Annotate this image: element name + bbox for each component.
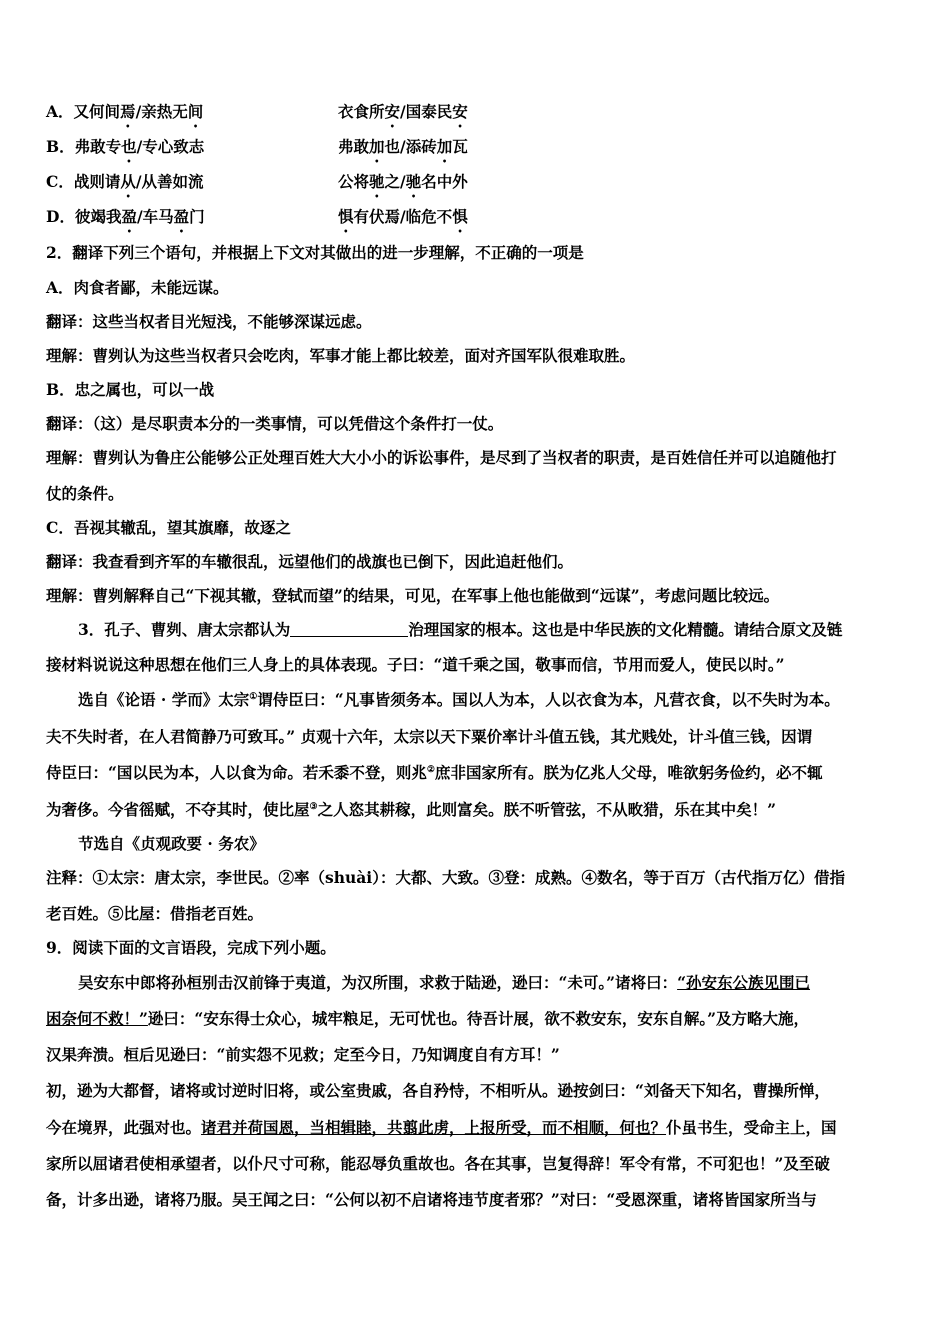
answer-blank[interactable] <box>290 620 408 637</box>
q9-para-line-2: 困奈何不救！”逊曰：“安东得士众心，城牢粮足，无可忧也。待吾计展，欲不救安东，安东自解。”及方略大施， <box>46 1009 810 1028</box>
q3-line-1: 3．孔子、曹刿、唐太宗都认为 治理国家的根本。这也是中华民族的文化精髓。请结合原文及链 <box>78 620 843 639</box>
q9-para-line-3: 汉果奔溃。桓后见逊曰：“前实怨不见救；定至今日，乃知调度自有方耳！” <box>46 1045 560 1064</box>
q2-c-translation: 翻译：我查看到齐军的车辙很乱，远望他们的战旗也已倒下，因此追赶他们。 <box>46 552 574 571</box>
q2-option-c: C．吾视其辙乱，望其旗靡，故逐之 <box>46 518 291 537</box>
q2-b-understanding-2: 仗的条件。 <box>46 484 124 503</box>
q2-a-translation: 翻译：这些当权者目光短浅，不能够深谋远虑。 <box>46 312 372 331</box>
q9-para-line-6: 家所以屈诸君使相承望者，以仆尺寸可称，能忍辱负重故也。各在其事，岂复得辞！军令有常，不可犯也！”及至破 <box>46 1154 830 1173</box>
q3-line-3: 选自《论语 · 学而》太宗①谓侍臣曰：“凡事皆须务本。国以人为本，人以衣食为本，凡营衣食，以不失时为本。 <box>78 690 840 709</box>
q2-option-b: B．忠之属也，可以一战 <box>46 380 215 399</box>
q2-a-understanding: 理解：曹刿认为这些当权者只会吃肉，军事才能上都比较差，面对齐国军队很难取胜。 <box>46 346 636 365</box>
q3-notes-2: 老百姓。⑤比屋：借指老百姓。 <box>46 904 264 923</box>
option-b: B．弗敢专也/专心致志 弗敢加也/添砖加瓦 <box>46 137 204 166</box>
q2-stem: 2．翻译下列三个语句，并根据上下文对其做出的进一步理解，不正确的一项是 <box>46 243 584 262</box>
q9-para-line-1: 吴安东中郎将孙桓别击汉前锋于夷道，为汉所围，求救于陆逊，逊曰：“未可。”诸将曰：“孙安东公族见围已 <box>78 973 811 992</box>
q9-stem: 9．阅读下面的文言语段，完成下列小题。 <box>46 938 336 957</box>
q2-c-understanding: 理解：曹刿解释自己“下视其辙，登轼而望”的结果，可见，在军事上他也能做到“远谋”，考虑问题比较远。 <box>46 586 780 605</box>
q2-b-understanding-1: 理解：曹刿认为鲁庄公能够公正处理百姓大大小小的诉讼事件，是尽到了当权者的职责，是百姓信任并可以追随他打 <box>46 448 837 467</box>
q3-line-4: 夫不失时者，在人君简静乃可致耳。” 贞观十六年，太宗以天下粟价率计斗值五钱，其尤贱处，计斗值三钱，因谓 <box>46 727 813 746</box>
q3-line-5: 侍臣曰：“国以民为本，人以食为命。若禾黍不登，则兆②庶非国家所有。朕为亿兆人父母，唯欲躬务俭约，必不辄 <box>46 763 823 782</box>
q3-line-2: 接材料说说这种思想在他们三人身上的具体表现。子曰：“道千乘之国，敬事而信，节用而爱人，使民以时。” <box>46 655 785 674</box>
option-c: C．战则请从/从善如流 公将驰之/驰名中外 <box>46 172 204 201</box>
option-b-col2: 弗敢加也/添砖加瓦 <box>338 137 468 156</box>
option-a-col2: 衣食所安/国泰民安 <box>338 102 468 121</box>
q3-line-6: 为奢侈。今省徭赋，不夺其时，使比屋③之人恣其耕稼，此则富矣。朕不听管弦，不从畋猎，乐在其中矣！” <box>46 800 777 819</box>
q9-para-line-4: 初，逊为大都督，诸将或讨逆时旧将，或公室贵戚，各自矜恃，不相听从。逊按剑曰：“刘备天下知名，曹操所惮， <box>46 1081 830 1100</box>
option-a: A．又何间焉/亲热无间 衣食所安/国泰民安 <box>46 102 203 131</box>
q2-b-translation: 翻译：（这）是尽职责本分的一类事情，可以凭借这个条件打一仗。 <box>46 414 504 433</box>
q3-notes-1: 注释：①太宗：唐太宗，李世民。②率（shuài）：大都、大致。③登：成熟。④数名，等于百万（古代指万亿）借指 <box>46 868 845 887</box>
q9-para-line-5: 今在境界，此强对也。诸君并荷国恩，当相辑睦，共翦此虏，上报所受，而不相顺，何也？仆虽书生，受命主上，国 <box>46 1118 837 1137</box>
q2-option-a: A．肉食者鄙，未能远谋。 <box>46 278 229 297</box>
q3-source: 节选自《贞观政要 · 务农》 <box>78 834 265 853</box>
option-d: D．彼竭我盈/车马盈门 惧有伏焉/临危不惧 <box>46 207 205 236</box>
q9-para-line-7: 备，计多出逊，诸将乃服。吴王闻之曰：“公何以初不启诸将违节度者邪？”对曰：“受恩深重，诸将皆国家所当与 <box>46 1190 817 1209</box>
option-c-col2: 公将驰之/驰名中外 <box>338 172 468 191</box>
option-d-col2: 惧有伏焉/临危不惧 <box>338 207 468 226</box>
